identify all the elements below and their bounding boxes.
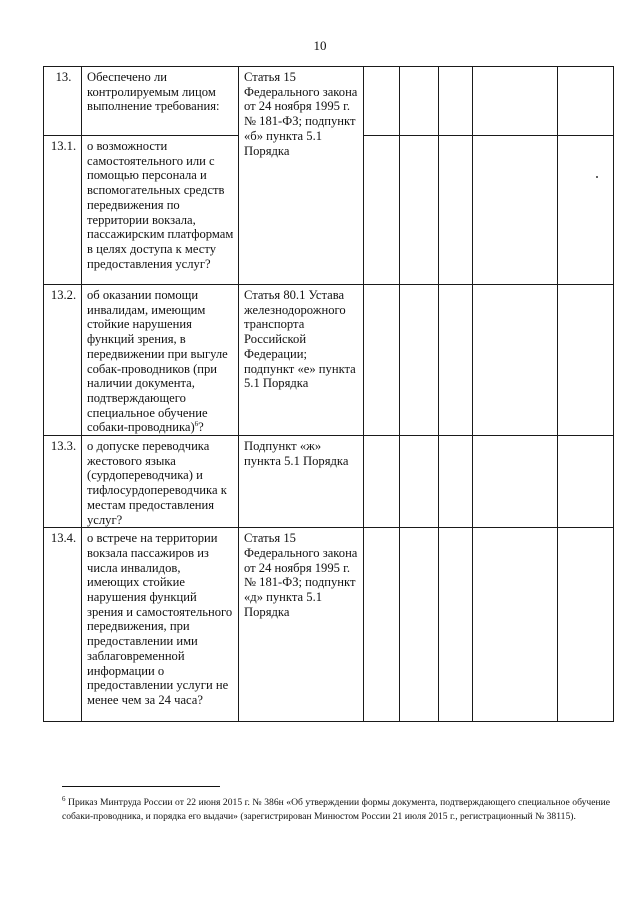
note-cell: [473, 136, 558, 285]
answer-na-cell: [439, 285, 473, 436]
footnote-divider: [62, 786, 220, 787]
answer-no-cell: [400, 285, 439, 436]
item-number: 13.3.: [44, 436, 82, 528]
item-number: 13.1.: [44, 136, 82, 285]
checklist-table: [43, 66, 614, 722]
scan-speck: [596, 176, 598, 178]
question-cell: Обеспечено ли контролируемым лицом выполнение требования:: [82, 67, 239, 136]
table-row: [44, 285, 614, 436]
answer-no-cell: [400, 436, 439, 528]
note-cell: [473, 528, 558, 722]
footnote-text: Приказ Минтруда России от 22 июня 2015 г. № 386н «Об утверждении формы документа, подтверждающего специальное обучение собаки-проводника, и порядка его выдачи» (зарегистрирован Минюстом России 21 июля 2015 г., регистрационный № 38115).: [62, 797, 610, 822]
question-cell: [82, 285, 239, 436]
legal-basis-cell: Статья 15 Федерального закона от 24 ноября 1995 г. № 181-ФЗ; подпункт «д» пункта 5.1 Порядка: [239, 528, 364, 722]
question-cell: о возможности самостоятельного или с помощью персонала и вспомогательных средств передвижения по территории вокзала, пассажирским платформам в целях доступа к месту предоставления услуг?: [82, 136, 239, 285]
answer-na-cell: [439, 528, 473, 722]
answer-na-cell: [439, 67, 473, 136]
answer-no-cell: [400, 136, 439, 285]
table-row: [44, 528, 614, 722]
table-row: [44, 436, 614, 528]
note-cell: [473, 436, 558, 528]
question-tail: ?: [198, 420, 204, 435]
extra-cell: [558, 136, 614, 285]
extra-cell: [558, 67, 614, 136]
extra-cell: [558, 436, 614, 528]
item-number: 13.4.: [44, 528, 82, 722]
legal-basis-cell: Подпункт «ж» пункта 5.1 Порядка: [239, 436, 364, 528]
note-cell: [473, 285, 558, 436]
answer-na-cell: [439, 136, 473, 285]
answer-no-cell: [400, 528, 439, 722]
answer-yes-cell: [364, 136, 400, 285]
legal-basis-cell: Статья 15 Федерального закона от 24 ноября 1995 г. № 181-ФЗ; подпункт «б» пункта 5.1 Порядка: [239, 67, 364, 285]
note-cell: [473, 67, 558, 136]
footnote-marker: 6: [62, 794, 66, 803]
answer-yes-cell: [364, 285, 400, 436]
page-number: 10: [313, 38, 327, 53]
table-row: [44, 67, 614, 136]
extra-cell: [558, 285, 614, 436]
question-cell: о допуске переводчика жестового языка (сурдопереводчика) и тифлосурдопереводчика к местам предоставления услуг?: [82, 436, 239, 528]
item-number: 13.2.: [44, 285, 82, 436]
answer-no-cell: [400, 67, 439, 136]
legal-basis-cell: Статья 80.1 Устава железнодорожного транспорта Российской Федерации; подпункт «е» пункта 5.1 Порядка: [239, 285, 364, 436]
footnote-reference: 6: [194, 420, 199, 429]
question-text: об оказании помощи инвалидам, имеющим стойкие нарушения функций зрения, в передвижении при выгуле собак-проводников (при наличии документа, подтверждающего специальное обучение собаки-проводника): [87, 288, 228, 435]
answer-yes-cell: [364, 528, 400, 722]
question-cell: о встрече на территории вокзала пассажиров из числа инвалидов, имеющих стойкие нарушения функций зрения и самостоятельного передвижения, при предоставлении ими заблаговременной информации о предоставлении услуги не менее чем за 24 часа?: [82, 528, 239, 722]
answer-yes-cell: [364, 67, 400, 136]
item-number: 13.: [44, 67, 82, 136]
footnote: [62, 796, 610, 824]
answer-na-cell: [439, 436, 473, 528]
extra-cell: [558, 528, 614, 722]
answer-yes-cell: [364, 436, 400, 528]
